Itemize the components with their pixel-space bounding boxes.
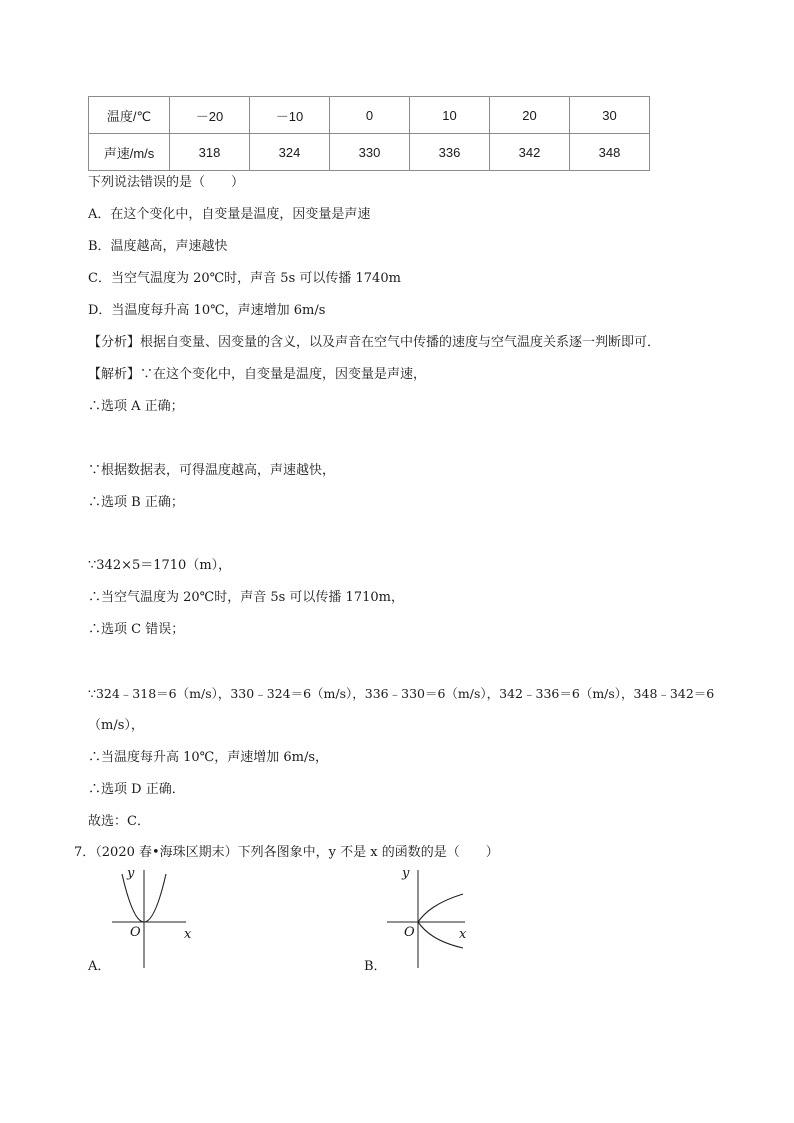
graph-a-x-label: x [184, 927, 192, 942]
option-a: A．在这个变化中，自变量是温度，因变量是声速 [88, 207, 371, 222]
table-cell: 336 [410, 134, 490, 171]
answer-line: 故选：C． [88, 814, 150, 829]
graph-b-origin-label: O [404, 925, 415, 940]
table-cell: 348 [570, 134, 650, 171]
graph-a-origin-label: O [130, 925, 141, 940]
graph-b [385, 866, 475, 970]
graph-b-figure [385, 866, 475, 970]
graph-a [110, 866, 200, 970]
solution-line: ∴选项 A 正确； [88, 399, 184, 414]
solution-line: ∵根据数据表，可得温度越高，声速越快， [88, 463, 336, 478]
table-cell: 324 [250, 134, 330, 171]
upper-branch-curve [418, 894, 463, 922]
graph-b-option-label: B． [364, 959, 387, 974]
table-cell: 20 [490, 97, 570, 134]
graph-a-option-label: A． [88, 959, 111, 974]
table-cell: 声速/m/s [89, 134, 170, 171]
solution-line: ∴选项 B 正确； [88, 495, 184, 510]
table-cell: 温度/℃ [89, 97, 170, 134]
graph-a-y-label: y [127, 866, 135, 881]
option-c: C．当空气温度为 20℃时，声音 5s 可以传播 1740m [88, 271, 401, 286]
solution-line: ∵324﹣318＝6（m/s），330﹣324＝6（m/s），336﹣330＝6（m/s），342﹣336＝6（m/s），348﹣342＝6 [88, 686, 715, 701]
graph-b-y-label: y [402, 866, 410, 881]
option-b: B．温度越高，声速越快 [88, 239, 228, 254]
option-d: D．当温度每升高 10℃，声速增加 6m/s [88, 303, 326, 318]
solution-line: 【解析】∵在这个变化中，自变量是温度，因变量是声速， [88, 367, 427, 382]
solution-line: ∴当温度每升高 10℃，声速增加 6m/s， [88, 750, 328, 765]
graph-b-x-label: x [459, 927, 467, 942]
solution-line: （m/s）， [88, 718, 144, 733]
analysis-text: 【分析】根据自变量、因变量的含义，以及声音在空气中传播的速度与空气温度关系逐一判断即可． [88, 335, 661, 350]
table-row [89, 134, 650, 171]
solution-line: ∴当空气温度为 20℃时，声音 5s 可以传播 1710m， [88, 590, 404, 605]
question-7-text: 7．（2020 春•海珠区期末）下列各图象中，y 不是 x 的函数的是（ ） [74, 845, 499, 860]
table-cell: 330 [330, 134, 410, 171]
table-cell: 0 [330, 97, 410, 134]
temperature-sound-speed-table [88, 96, 650, 171]
table-cell: 342 [490, 134, 570, 171]
question-text: 下列说法错误的是（ ） [88, 175, 245, 190]
graph-a-figure [110, 866, 200, 970]
table-cell: 30 [570, 97, 650, 134]
table-cell: 10 [410, 97, 490, 134]
table-cell: －10 [250, 97, 330, 134]
solution-line: ∴选项 C 错误； [88, 622, 185, 637]
lower-branch-curve [418, 922, 463, 948]
table-row [89, 97, 650, 134]
table-cell: 318 [170, 134, 250, 171]
solution-line: ∵342×5＝1710（m）， [88, 558, 232, 573]
solution-line: ∴选项 D 正确． [88, 782, 185, 797]
table-cell: －20 [170, 97, 250, 134]
